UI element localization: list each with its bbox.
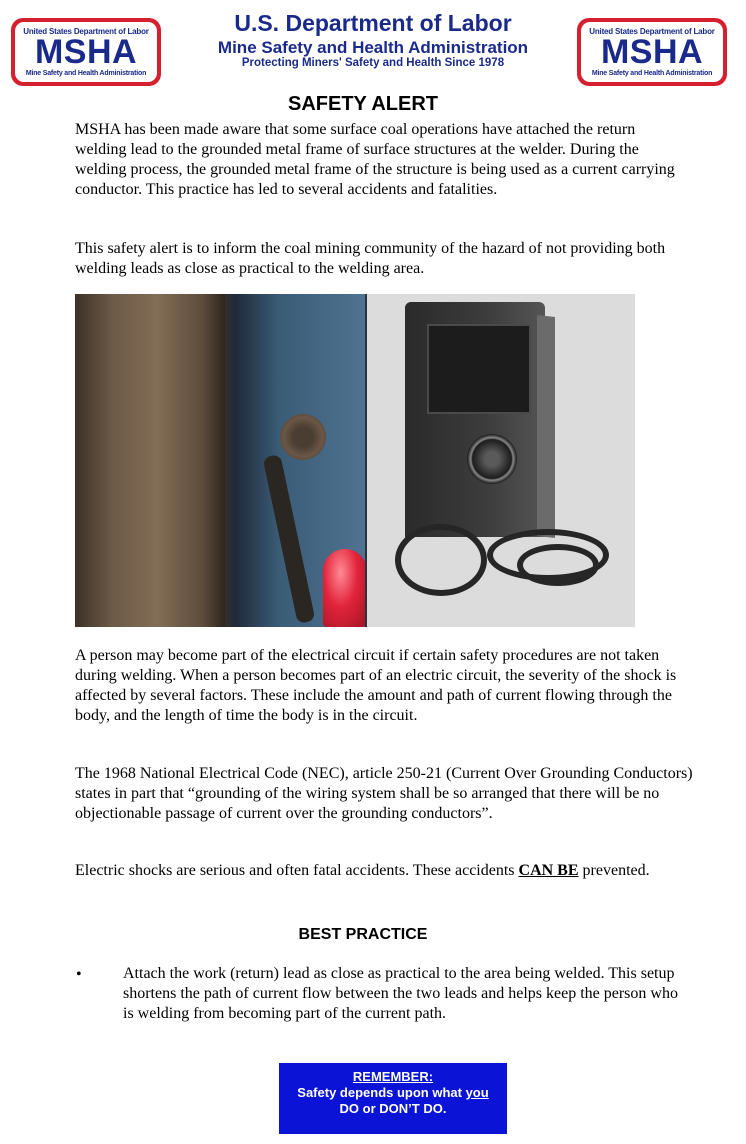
paragraph-purpose: This safety alert is to inform the coal mining community of the hazard of not providing both welding leads as close as practical to the welding area. — [75, 240, 666, 277]
rusted-beam — [75, 294, 225, 627]
prevented-text: prevented. — [578, 862, 650, 879]
welder-cable — [395, 524, 487, 596]
bullet-icon: • — [76, 966, 82, 983]
remember-box — [279, 1063, 507, 1134]
best-practice-item: Attach the work (return) lead as close as practical to the area being welded. This setup shortens the path of current flow between the two leads and helps keep the person who is welding from becoming part of the current path. — [123, 965, 678, 1022]
paragraph-electric-shocks — [75, 861, 685, 881]
logo-bottom-text: Mine Safety and Health Administration — [591, 70, 713, 77]
best-practice-title: BEST PRACTICE — [298, 926, 428, 943]
photo-welding-lead-on-frame — [75, 294, 367, 627]
bolt — [280, 414, 326, 460]
remember-line-1 — [279, 1085, 507, 1101]
logo-main-text: MSHA — [600, 33, 704, 71]
welder-side-panel — [537, 315, 555, 538]
remember-line-2: DO or DON’T DO. — [339, 1101, 447, 1116]
logo-top-text: United States Department of Labor — [589, 27, 715, 36]
logo-top-text: United States Department of Labor — [23, 27, 149, 36]
paragraph-electrical-circuit: A person may become part of the electrical circuit if certain safety procedures are not taken during welding. When a person becomes part of an electric circuit, the severity of the shock is affected by several factors. These include the amount and path of current flowing through the body, and the length of time the body is in the circuit. — [75, 647, 677, 724]
can-be-emphasis: CAN BE — [518, 862, 579, 879]
welder-cable — [517, 544, 599, 586]
shocks-text: Electric shocks are serious and often fatal accidents. These accidents — [75, 862, 519, 879]
red-clamp — [323, 549, 367, 627]
paragraph-nec-code: The 1968 National Electrical Code (NEC), article 250-21 (Current Over Grounding Conductors) states in part that “grounding of the wiring system shall be so arranged that there will be no objectionable passage of current over the grounding conductors”. — [75, 765, 693, 822]
header-administration: Mine Safety and Health Administration — [217, 38, 529, 57]
msha-logo-left — [11, 18, 161, 86]
header-tagline: Protecting Miners' Safety and Health Since 1978 — [241, 57, 505, 69]
safety-alert-title: SAFETY ALERT — [287, 93, 438, 115]
welder-dial — [467, 434, 517, 484]
header-department: U.S. Department of Labor — [234, 10, 512, 36]
logo-bottom-text: Mine Safety and Health Administration — [25, 70, 147, 77]
remember-heading: REMEMBER: — [352, 1069, 434, 1084]
msha-logo-right — [577, 18, 727, 86]
msha-logo-badge — [581, 22, 723, 82]
logo-main-text: MSHA — [34, 33, 138, 71]
remember-you-emphasis: you — [465, 1085, 489, 1100]
paragraph-intro: MSHA has been made aware that some surface coal operations have attached the return welding lead to the grounded metal frame of surface structures at the welder. During the welding process, the grounded metal frame of the structure is being used as a current carrying conductor. This practice has led to several accidents and fatalities. — [75, 121, 675, 198]
photo-welding-machine — [367, 294, 635, 627]
welder-control-panel — [427, 324, 531, 414]
remember-line-1-text: Safety depends upon what — [297, 1085, 466, 1100]
msha-logo-badge — [15, 22, 157, 82]
welding-lead-cable — [263, 454, 316, 624]
